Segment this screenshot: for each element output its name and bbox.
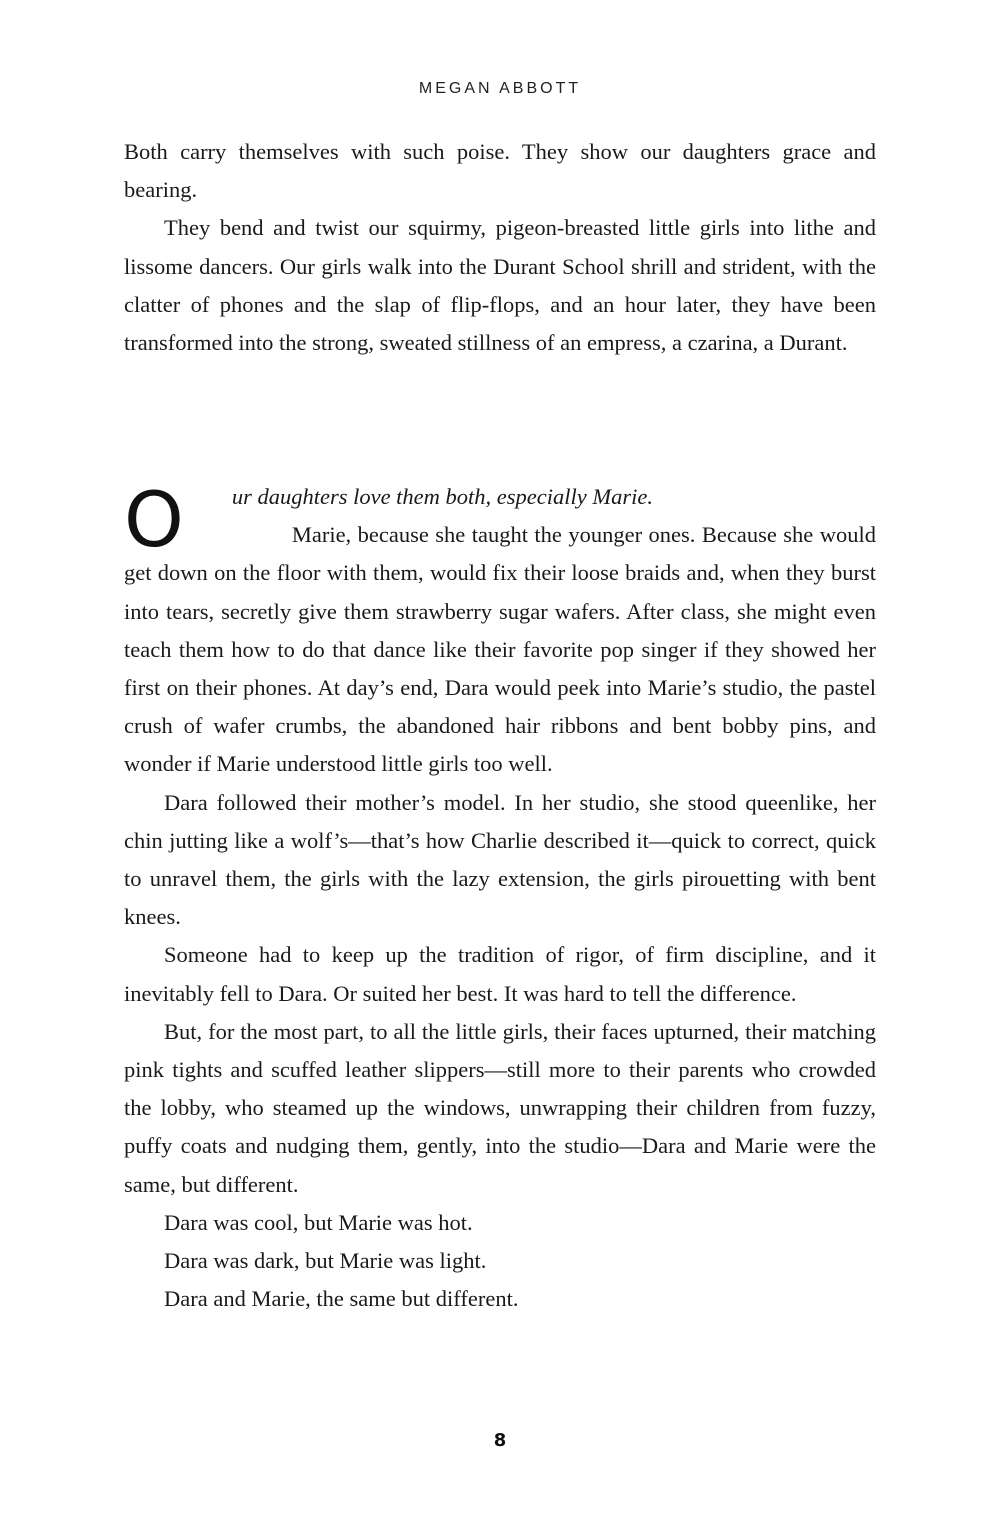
running-head: MEGAN ABBOTT — [418, 80, 582, 97]
page-number: 8 — [493, 1430, 507, 1451]
paragraph: But, for the most part, to all the little girls, their faces upturned, their matching pink tights and scuffed leather slippers—still more to their parents who crowded the lobby, who steamed up the windows, unwrapping their children from fuzzy, puffy coats and nudging them, gently, into the studio—Dara and Marie were the same, but different. — [124, 1018, 876, 1197]
section-one — [124, 133, 876, 362]
drop-cap: O — [124, 475, 184, 564]
paragraph: Someone had to keep up the tradition of rigor, of firm discipline, and it inevitably fell to Dara. Or suited her best. It was hard to tell the difference. — [124, 942, 876, 1006]
paragraph: They bend and twist our squirmy, pigeon-breasted little girls into lithe and lissome dancers. Our girls walk into the Durant School shrill and strident, with the clatter of phones and the slap of flip-flops, and an hour later, they have been transformed into the strong, sweated stillness of an empress, a czarina, a Durant. — [124, 215, 876, 356]
paragraph: Marie, because she taught the younger ones. Because she would get down on the floor with them, would fix their loose braids and, when they burst into tears, secretly give them strawberry sugar wafers. After class, she might even teach them how to do that dance like their favorite pop singer if they showed her first on their phones. At day’s end, Dara would peek into Marie’s studio, the pastel crush of wafer crumbs, the abandoned hair ribbons and bent bobby pins, and wonder if Marie understood little girls too well. — [124, 522, 876, 777]
italic-lead: ur daughters love them both, especially Marie. — [231, 484, 653, 509]
italic-lead-line — [124, 478, 876, 516]
paragraph: Dara followed their mother’s model. In her studio, she stood queenlike, her chin jutting like a wolf’s—that’s how Charlie described it—quick to correct, quick to unravel them, the girls with the lazy extension, the girls pirouetting with bent knees. — [124, 789, 876, 930]
paragraph: Both carry themselves with such poise. They show our daughters grace and bearing. — [124, 139, 876, 203]
section-opening — [124, 475, 876, 784]
paragraph: Dara was cool, but Marie was hot. — [164, 1209, 473, 1235]
section-two — [124, 475, 876, 1318]
paragraph: Dara and Marie, the same but different. — [164, 1286, 519, 1312]
paragraph: Dara was dark, but Marie was light. — [164, 1248, 487, 1274]
